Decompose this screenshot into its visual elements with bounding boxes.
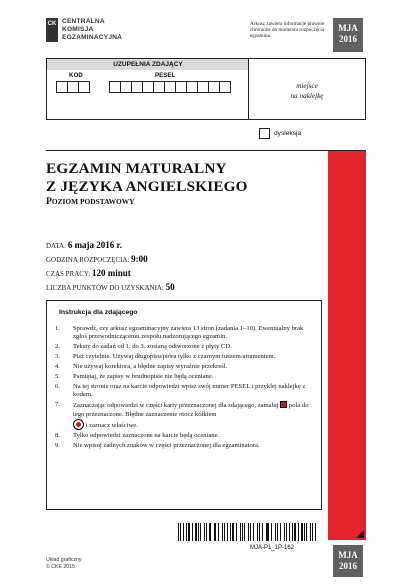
pesel-label: PESEL	[155, 72, 176, 79]
instructions-box	[46, 300, 322, 510]
badge-year: 2016	[339, 34, 357, 44]
barcode-bar	[242, 523, 243, 541]
logo-line-2: KOMISJA	[62, 26, 94, 33]
confidential-note: Arkusz zawiera informacje prawnie chronione do momentu rozpoczęcia egzaminu.	[250, 21, 325, 39]
exam-level	[46, 196, 134, 207]
instruction-text: Nie używaj korektora, a błędne zapisy wyraźnie przekreśl.	[73, 363, 228, 371]
circled-mark-icon	[73, 419, 84, 430]
instruction-text: Na tej stronie oraz na karcie odpowiedzi wpisz swój numer PESEL i przyklej naklejkę z kodem.	[73, 383, 306, 399]
badge-year: 2016	[339, 561, 357, 571]
barcode-bar	[236, 523, 237, 541]
barcode-bar	[262, 523, 263, 541]
barcode-bar	[312, 523, 313, 541]
barcode-bar	[310, 523, 311, 541]
instruction-number: 3.	[55, 353, 60, 361]
sticker-line-2: na naklejkę	[290, 92, 324, 100]
divider-line	[46, 150, 366, 151]
instructions-title: Instrukcja dla zdającego	[59, 309, 138, 316]
instruction-item	[55, 363, 317, 371]
instruction-text: Sprawdź, czy arkusz egzaminacyjny zawiera 13 stron (zadania 1–10). Ewentualny brak zgłoś przewodniczącemu zespołu nadzorującego egzamin.	[73, 325, 304, 341]
barcode-bar	[298, 523, 299, 541]
exam-code-badge-bottom	[333, 545, 363, 577]
exam-title-line-2: Z JĘZYKA ANGIELSKIEGO	[46, 178, 248, 195]
barcode-bar	[267, 523, 268, 541]
barcode-bar	[253, 523, 255, 541]
instruction-number: 9.	[55, 441, 60, 449]
barcode-bar	[275, 523, 276, 541]
duration-label: CZAS PRACY:	[46, 270, 91, 278]
barcode-bar	[259, 523, 260, 541]
footer-line-2: © CKE 2015	[46, 564, 75, 570]
barcode-text: MJA-P1_1P-162	[250, 545, 295, 551]
exam-date	[46, 240, 122, 250]
barcode-bar	[266, 523, 267, 541]
badge-code: MJA	[338, 23, 358, 33]
barcode	[178, 523, 318, 541]
points-label: LICZBA PUNKTÓW DO UZYSKANIA:	[46, 284, 164, 292]
dyslexia-label: dysleksja	[274, 130, 302, 137]
barcode-bar	[183, 523, 184, 541]
barcode-bar	[188, 523, 190, 541]
date-label: DATA:	[46, 242, 67, 250]
instruction-item	[55, 343, 317, 351]
start-label: GODZINA ROZPOCZĘCIA:	[46, 256, 130, 264]
instruction-text: Teksty do zadań od 1. do 3. zostaną odtworzone z płyty CD.	[73, 343, 232, 351]
barcode-bar	[214, 523, 215, 541]
sticker-area	[248, 58, 366, 120]
instruction-text: Pisz czytelnie. Używaj długopisu/pióra tylko z czarnym tuszem/atramentem.	[73, 353, 276, 361]
exam-title-line-1: EGZAMIN MATURALNY	[46, 160, 227, 177]
red-side-bar	[328, 151, 366, 540]
instruction-item	[55, 383, 317, 399]
exam-title	[46, 160, 248, 196]
instruction-number: 5.	[55, 373, 60, 381]
barcode-bar	[178, 523, 179, 541]
barcode-bar	[289, 523, 290, 541]
instruction-text: Pamiętaj, że zapisy w brudnopisie nie będą oceniane.	[73, 373, 214, 381]
barcode-bar	[286, 523, 287, 541]
instruction-text-part: pola do tego przeznaczone. Błędne zaznaczenie otocz kółkiem	[73, 402, 309, 418]
instruction-number: 1.	[55, 325, 60, 332]
instruction-item	[55, 353, 317, 361]
footer-line-1: Układ graficzny	[46, 557, 82, 563]
barcode-bar	[248, 523, 249, 541]
barcode-bar	[215, 523, 216, 541]
instruction-item	[55, 373, 317, 381]
pesel-cells	[109, 81, 230, 93]
instruction-item	[55, 325, 317, 341]
barcode-bar	[257, 523, 258, 541]
barcode-bar	[315, 523, 316, 541]
footer-credits	[46, 557, 81, 571]
barcode-bar	[218, 523, 219, 541]
exam-code-badge-top	[333, 18, 363, 52]
dyslexia-checkbox[interactable]	[259, 128, 270, 139]
filled-square-icon	[280, 401, 287, 408]
barcode-bar	[222, 523, 223, 541]
barcode-bar	[206, 523, 207, 541]
barcode-bar	[204, 523, 205, 541]
points-value: 50	[165, 282, 175, 292]
barcode-bar	[192, 523, 193, 541]
sticker-line-1: miejsce	[296, 82, 318, 90]
date-value: 6 maja 2016 r.	[67, 240, 122, 250]
pesel-cell[interactable]	[219, 81, 231, 93]
barcode-bar	[304, 523, 305, 541]
candidate-fill-box	[46, 58, 248, 120]
logo-line-1: CENTRALNA	[62, 18, 105, 25]
exam-start-time	[46, 254, 148, 264]
barcode-bar	[292, 523, 293, 541]
barcode-bar	[230, 523, 231, 541]
instruction-item	[55, 442, 317, 450]
instruction-text-part: i zaznacz właściwe.	[85, 421, 138, 429]
badge-code: MJA	[338, 550, 358, 560]
barcode-bar	[271, 523, 273, 541]
barcode-bar	[195, 523, 196, 541]
barcode-bar	[186, 523, 187, 541]
start-value: 9:00	[131, 254, 148, 264]
kod-cells	[56, 81, 89, 93]
instruction-text-part: Zaznaczając odpowiedzi w części karty przeznaczonej dla zdającego, zamaluj	[73, 402, 279, 410]
instruction-text: Nie wpisuj żadnych znaków w części przeznaczonej dla egzaminatora.	[73, 441, 260, 449]
barcode-bar	[227, 523, 228, 541]
barcode-bar	[244, 523, 245, 541]
corner-triangle	[356, 530, 364, 538]
fill-box-title: UZUPEŁNIA ZDAJĄCY	[113, 61, 183, 68]
exam-points	[46, 282, 175, 292]
instruction-item	[55, 432, 317, 440]
cke-logo	[46, 18, 122, 42]
barcode-bar	[240, 523, 241, 541]
instruction-number: 8.	[55, 431, 60, 439]
barcode-bar	[209, 523, 211, 541]
kod-cell[interactable]	[78, 81, 90, 93]
exam-level-initial: P	[46, 196, 52, 207]
barcode-bar	[306, 523, 307, 541]
cke-logo-mark: CK	[46, 18, 58, 42]
barcode-bar	[224, 523, 225, 541]
barcode-bar	[180, 523, 181, 541]
cke-logo-text	[62, 18, 122, 42]
barcode-bar	[280, 523, 281, 541]
logo-line-3: EGZAMINACYJNA	[62, 34, 123, 41]
instruction-number: 7.	[55, 401, 60, 409]
barcode-bar	[301, 523, 302, 541]
exam-duration	[46, 268, 131, 278]
kod-label: KOD	[69, 72, 83, 79]
barcode-bar	[277, 523, 278, 541]
duration-value: 120 minut	[92, 268, 131, 278]
instruction-item	[55, 401, 317, 430]
barcode-bar	[284, 523, 285, 541]
barcode-bar	[232, 523, 234, 541]
exam-level-rest: OZIOM PODSTAWOWY	[51, 197, 135, 206]
instruction-text	[73, 401, 317, 430]
instruction-number: 4.	[55, 363, 60, 371]
instruction-number: 6.	[55, 383, 60, 391]
instruction-text: Tylko odpowiedzi zaznaczone na karcie będą oceniane.	[73, 431, 220, 439]
instructions-list	[55, 325, 317, 452]
barcode-bar	[200, 523, 201, 541]
barcode-bar	[198, 523, 199, 541]
barcode-bar	[294, 523, 296, 541]
instruction-number: 2.	[55, 343, 60, 351]
barcode-bar	[250, 523, 251, 541]
